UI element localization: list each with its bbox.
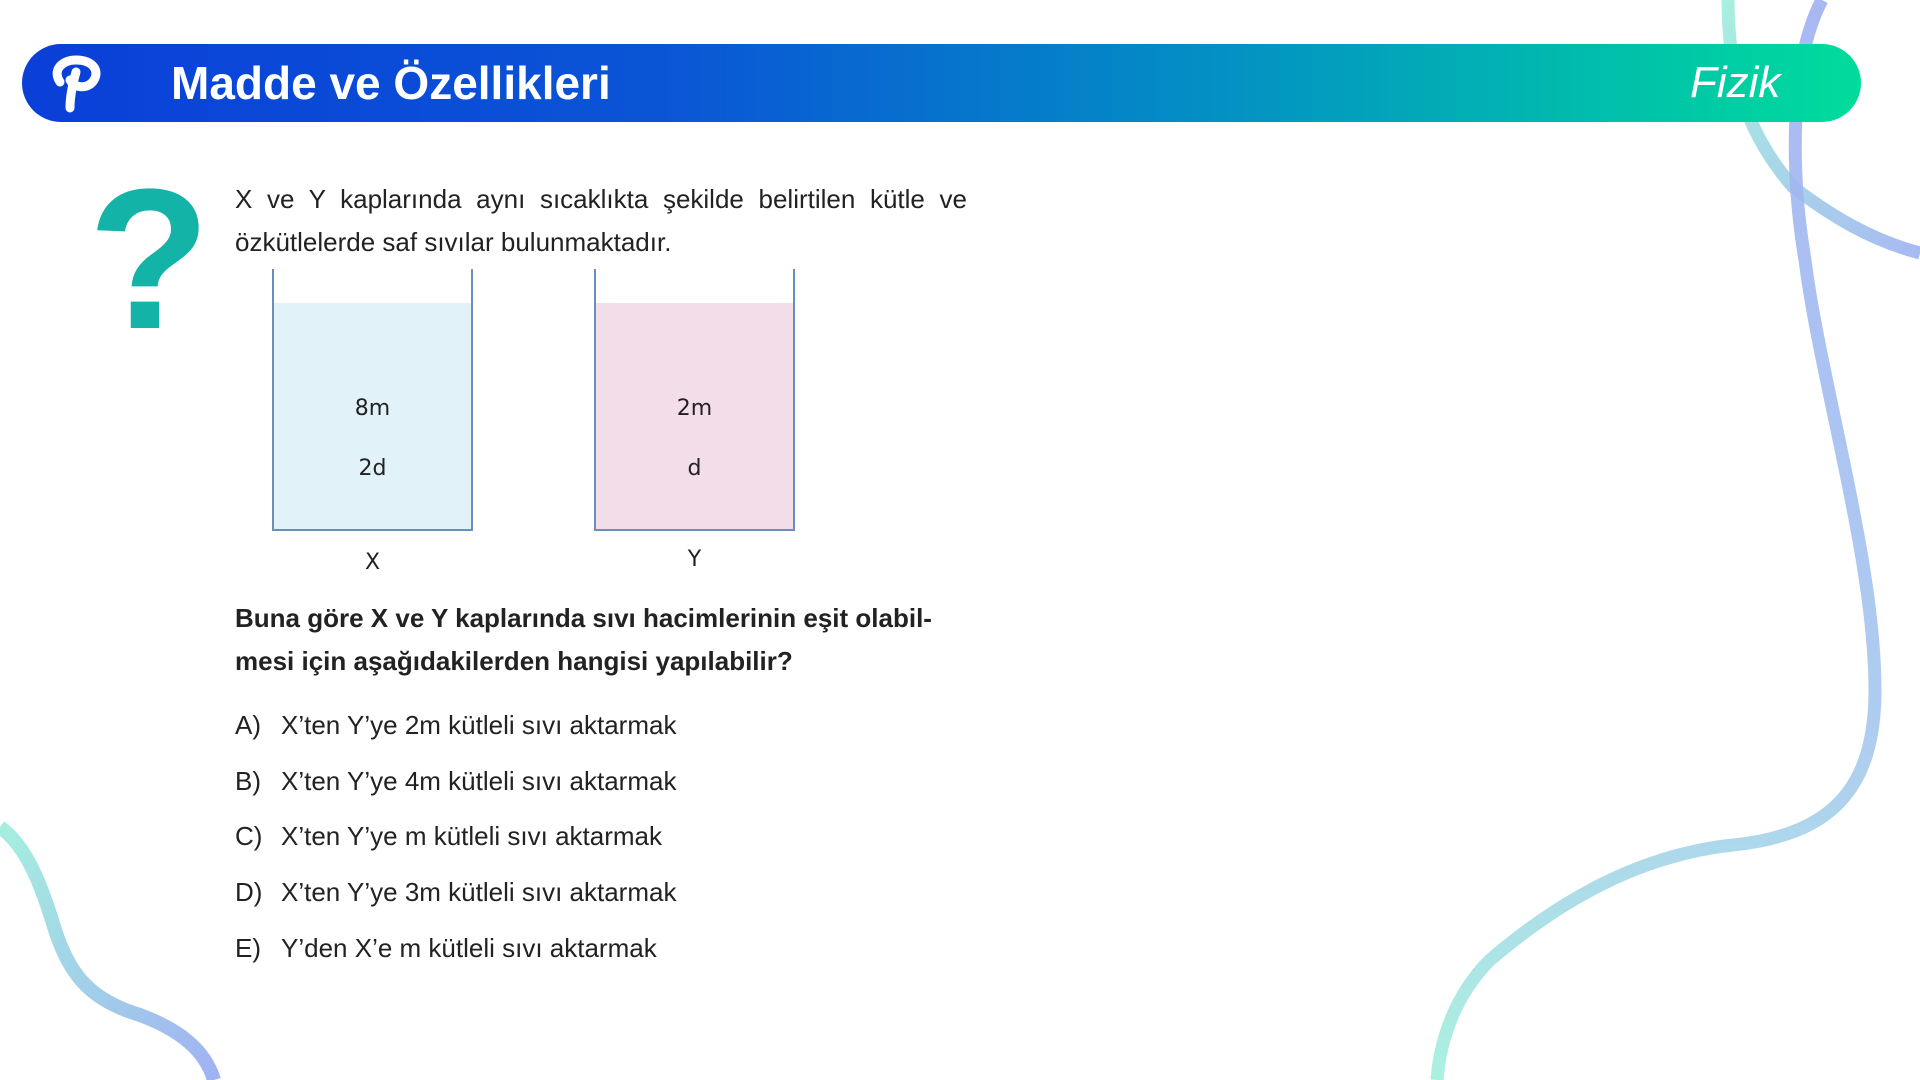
option-text: Y’den X’e m kütleli sıvı aktarmak: [281, 933, 657, 963]
option-text: X’ten Y’ye 4m kütleli sıvı aktarmak: [281, 766, 677, 796]
mass-y: 2m: [676, 396, 713, 421]
option-letter: D): [235, 877, 263, 907]
container-y-label: Y: [687, 547, 702, 572]
option-text: X’ten Y’ye 3m kütleli sıvı aktarmak: [281, 877, 677, 907]
density-x: 2d: [358, 456, 387, 481]
option-e[interactable]: [235, 933, 657, 964]
container-y: [594, 269, 795, 531]
teal-curve-top-right: [1728, 0, 1920, 253]
option-b[interactable]: [235, 766, 676, 797]
option-letter: E): [235, 933, 261, 963]
page-title: Madde ve Özellikleri: [171, 57, 611, 109]
container-x: [272, 269, 473, 531]
liquid-x: [274, 303, 471, 529]
question-intro: X ve Y kaplarında aynı sıcaklıkta şekilde belirtilen kütle ve özkütlelerde saf sıvılar bulunmaktadır.: [235, 184, 967, 257]
curve-bottom-left: [0, 827, 214, 1080]
density-y: d: [687, 456, 702, 481]
question-text: Buna göre X ve Y kaplarında sıvı hacimlerinin eşit olabil-mesi için aşağıdakilerden hangisi yapılabilir?: [235, 603, 932, 676]
liquid-y: [596, 303, 793, 529]
option-a[interactable]: [235, 710, 676, 741]
option-d[interactable]: [235, 877, 676, 908]
blue-curve-right: [1437, 0, 1875, 1080]
option-text: X’ten Y’ye 2m kütleli sıvı aktarmak: [281, 710, 677, 740]
option-letter: C): [235, 821, 263, 851]
question-mark-icon: ?: [88, 148, 211, 371]
container-x-label: X: [364, 550, 381, 575]
mass-x: 8m: [354, 396, 391, 421]
option-text: X’ten Y’ye m kütleli sıvı aktarmak: [281, 821, 662, 851]
subject-label: Fizik: [1690, 58, 1781, 107]
option-letter: B): [235, 766, 261, 796]
option-c[interactable]: [235, 821, 662, 852]
p-logo-icon: [46, 52, 108, 114]
header-bar: [22, 44, 1861, 122]
option-letter: A): [235, 710, 261, 740]
